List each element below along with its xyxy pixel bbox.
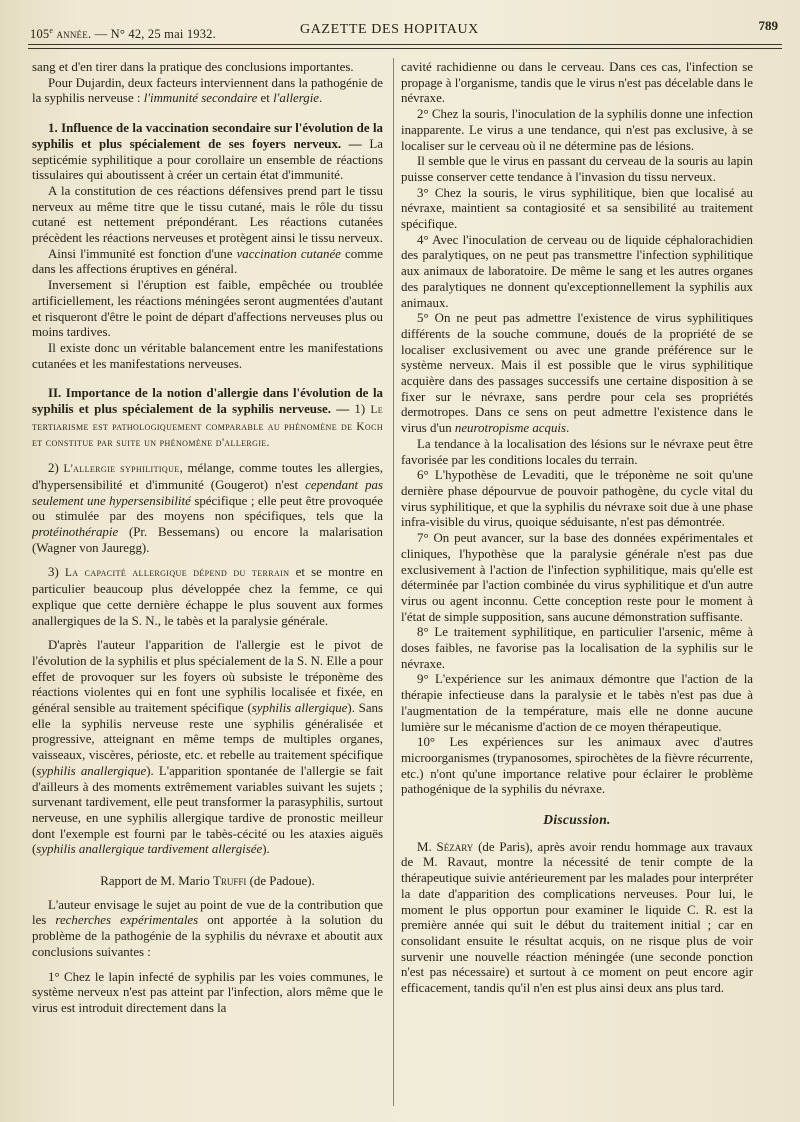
issue-number-date: — N° 42, 25 mai 1932. [94, 27, 216, 42]
paragraph: Inversement si l'éruption est faible, empêchée ou troublée artificiellement, les réactions méningées seront augmentées d'autant et risqueront d'être le point de départ d'affections nerveuses plus ou moins tardives. [32, 278, 383, 340]
right-column [401, 60, 753, 1110]
left-column [32, 60, 383, 1110]
discussion-heading: Discussion. [543, 812, 611, 828]
paragraph: 9° L'expérience sur les animaux démontre que l'action de la thérapie infectieuse dans la paralysie et le tabès n'est pas due à l'augmentation de la température, mais elle ne donne aucune lumière sur le mécanisme d'action de ce moyen thérapeutique. [401, 672, 753, 734]
header-rule-thin [28, 48, 782, 49]
list-item: 3) La capacité allergique dépend du terrain et se montre en particulier beaucoup plus développée chez la femme, ce qui explique que cette dernière échappe le plus souvent aux formes anallergiques de la S. N., le tabès et la paralysie générale. [32, 565, 383, 628]
running-header [30, 18, 780, 58]
paragraph: cavité rachidienne ou dans le cerveau. Dans ces cas, l'infection se propage à l'organisme, tandis que le virus n'est pas décelable dans le névraxe. [401, 60, 753, 106]
year-number: 105 [30, 27, 50, 42]
section-heading-1: 1. Influence de la vaccination secondaire sur l'évolution de la syphilis et plus spécialement de ses foyers nerveux. — La septicémie syphilitique a pour corollaire un ensemble de réactions tissulaires qui aboutissent à créer un certain état d'immunité. [32, 121, 383, 183]
header-rule-thick [28, 44, 782, 45]
year-suffix: e [49, 26, 54, 35]
paragraph: Il existe donc un véritable balancement entre les manifestations cutanées et les manifestations nerveuses. [32, 340, 383, 371]
paragraph: 3° Chez la souris, le virus syphilitique, bien que localisé au névraxe, maintient sa contagiosité et sa sensibilité au traitement spécifique. [401, 185, 753, 232]
issue-line [30, 26, 216, 42]
paragraph: Pour Dujardin, deux facteurs interviennent dans la pathogénie de la syphilis nerveuse : l'immunité secondaire et l'allergie. [32, 75, 383, 106]
paragraph: 1° Chez le lapin infecté de syphilis par les voies communes, le système nerveux n'est pas atteint par l'infection, alors même que le virus est introduit directement dans la [32, 969, 383, 1015]
paragraph: 10° Les expériences sur les animaux avec d'autres microorganismes (trypanosomes, spirochètes de la fièvre récurrente, etc.) n'ont qu'une importance relative pour éclairer le problème pathogénique de la syphilis du névraxe. [401, 735, 753, 797]
year-word: année. [56, 27, 92, 42]
paragraph: 7° On peut avancer, sur la base des données expérimentales et cliniques, l'hypothèse que la paralysie générale n'est pas due exclusivement à l'action de l'infection syphilitique, mais qu'elle est déterminée par l'action combinée du virus syphilitique et d'un autre virus ou agent inconnu. Cette conception reste pour le moment à l'état de simple supposition, sans aucune démonstration suffisante. [401, 531, 753, 624]
paragraph: L'auteur envisage le sujet au point de vue de la contribution que les recherches expérimentales ont apportée à la solution du problème de la pathogénie de la syphilis du névraxe et aboutit aux conclusions suivantes : [32, 897, 383, 959]
page-number: 789 [758, 18, 778, 33]
paragraph: Ainsi l'immunité est fonction d'une vaccination cutanée comme dans les affections éruptives en général. [32, 246, 383, 277]
paragraph: sang et d'en tirer dans la pratique des conclusions importantes. [32, 60, 354, 74]
paragraph: A la constitution de ces réactions défensives prend part le tissu nerveux au même titre que le tissu cutané, mais le rôle du tissu cutané est nettement prépondérant. Les réactions cutanées précèdent les réactions nerveuses et protègent ainsi le tissu nerveux. [32, 183, 383, 246]
report-heading: Rapport de M. Mario Truffi (de Padoue). [100, 874, 315, 889]
paragraph: 5° On ne peut pas admettre l'existence de virus syphilitiques différents de la souche commune, doués de la propriété de se localiser exclusivement ou avec une grande préférence sur le système nerveux. Mais il est possible que le virus syphilitique acquière dans des passages successifs une certaine disposition à se fixer sur le névraxe, sans perdre pour cela ses propriétés dermotropes. Dans ce sens on peut admettre l'existence dans le virus d'un neurotropisme acquis. [401, 311, 753, 436]
paragraph: Il semble que le virus en passant du cerveau de la souris au lapin puisse conserver cette tendance à l'invasion du tissu nerveux. [401, 154, 753, 184]
section-heading-2: II. Importance de la notion d'allergie dans l'évolution de la syphilis et plus spécialement de la syphilis nerveuse. — 1) Le tertiarisme est pathologiquement comparable au phénomène de Koch et constitue par suite un phénomène d'allergie. [32, 386, 383, 450]
paragraph: 8° Le traitement syphilitique, en particulier l'arsenic, même à doses faibles, ne favorise pas la localisation de la syphilis sur le névraxe. [401, 625, 753, 671]
paragraph: 4° Avec l'inoculation de cerveau ou de liquide céphalorachidien des paralytiques, on ne peut pas transmettre l'infection syphilitique aux animaux de laboratoire. De même le sang et les autres organes des paralytiques ne donnent qu'exceptionnellement la syphilis aux animaux. [401, 232, 753, 310]
journal-title: GAZETTE DES HOPITAUX [300, 22, 479, 37]
paragraph: La tendance à la localisation des lésions sur le névraxe peut être favorisée par les conditions locales du terrain. [401, 436, 753, 467]
column-divider [393, 58, 394, 1106]
paragraph: 2° Chez la souris, l'inoculation de la syphilis donne une infection inapparente. Le virus a une tendance, qui n'est pas exclusive, à se localiser sur le cerveau où il ne détermine pas de lésions. [401, 107, 753, 153]
paragraph: 6° L'hypothèse de Levaditi, que le tréponème ne soit qu'une dernière phase dépourvue de pouvoir pathogène, du cycle vital du virus syphilitique, et que la syphilis du névraxe soit due à une phase infra-visible du virus, quoique séduisante, n'est pas démontrée. [401, 468, 753, 530]
paragraph: M. Sézary (de Paris), après avoir rendu hommage aux travaux de M. Ravaut, montre la nécessité de tenir compte de la thérapeutique suivie antérieurement par les malades pour interpréter la date d'apparition des complications nerveuses. Pour lui, le moment le plus opportun pour examiner le liquide C. R. est la première année qui suit le début du traitement initial ; car en consolidant ensuite le résultat acquis, on ne risque plus de voir survenir une nouvelle réaction méningée (une seconde ponction n'est pas nécessaire) et surtout à ce moment on peut encore agir efficacement, tandis qu'il n'en est plus ainsi deux ans plus tard. [401, 839, 753, 996]
list-item: 2) L'allergie syphilitique, mélange, comme toutes les allergies, d'hypersensibilité et d'immunité (Gougerot) n'est cependant pas seulement une hypersensibilité spécifique ; elle peut être provoquée ou stimulée par des moyens non spécifiques, tels que la protéinothérapie (Pr. Bessemans) ou encore la malarisation (Wagner von Jauregg). [32, 461, 383, 555]
paragraph: D'après l'auteur l'apparition de l'allergie est le pivot de l'évolution de la syphilis et plus spécialement de la S. N. Elle a pour effet de provoquer sur les foyers où subsiste le tréponème des réactions violentes qui en font une syphilis localisée et fixée, en général sensible au traitement spécifique (syphilis allergique). Sans elle la syphilis nerveuse reste une syphilis généralisée et progressive, atteignant en même temps de multiples organes, vaisseaux, viscères, périoste, etc. et rebelle au traitement spécifique (syphilis anallergique). L'apparition spontanée de l'allergie se fait d'ailleurs à des moments extrêmement variables suivant les sujets ; survenant tardivement, elle peut transformer la parasyphilis, surtout nerveuse, en une syphilis allergique tardive de pronostic meilleur dont l'exemple est fourni par le tabès-cécité ou les ataxies aiguës (syphilis anallergique tardivement allergisée). [32, 638, 383, 857]
